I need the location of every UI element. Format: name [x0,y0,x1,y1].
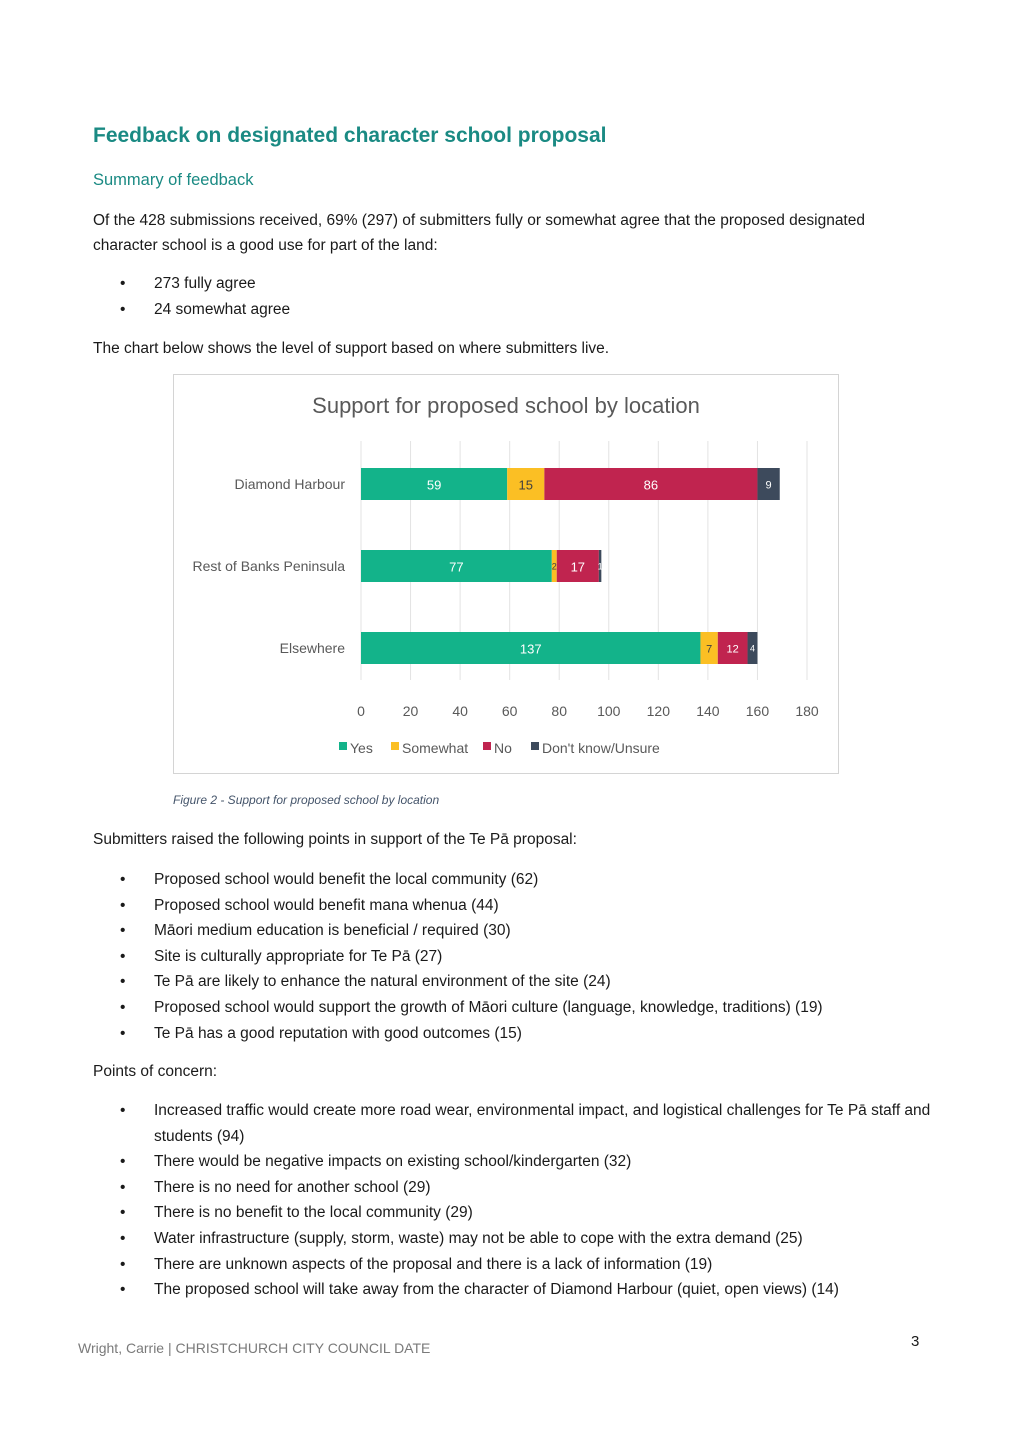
section-heading: Feedback on designated character school proposal [93,124,607,147]
list-item-text: Proposed school would benefit mana whenua (44) [154,896,499,914]
list-item-text: Māori medium education is beneficial / required (30) [154,922,511,940]
data-label: 2 [551,561,557,572]
x-tick-label: 80 [551,703,568,719]
data-label: 86 [643,477,659,493]
list-item-text: Proposed school would benefit the local community (62) [154,871,539,888]
figure-caption: Figure 2 - Support for proposed school by location [173,793,440,807]
list-item-text: There is no benefit to the local community (29) [154,1204,473,1222]
bullet-icon: • [120,973,126,991]
list-item [93,1252,933,1278]
bullet-icon: • [120,1229,126,1247]
bullet-icon: • [120,947,126,965]
legend-swatch [339,742,347,750]
x-tick-label: 40 [452,703,468,719]
list-item [93,1226,933,1252]
list-item-text: 273 fully agree [154,275,256,292]
list-item [93,893,933,919]
list-item [93,271,933,297]
list-item [93,1277,933,1303]
legend-swatch [391,742,399,750]
bullet-icon: • [120,1281,126,1299]
legend-label: No [494,740,512,756]
bullet-icon: • [120,1204,126,1222]
support-intro-paragraph: Submitters raised the following points in support of the Te Pā proposal: [93,831,577,848]
x-tick-label: 100 [597,703,621,719]
legend-label: Somewhat [402,740,469,756]
list-item-text: Te Pā has a good reputation with good outcomes (15) [154,1024,522,1042]
data-label: 7 [706,643,713,656]
bullet-icon: • [120,1178,126,1196]
bullet-icon: • [120,998,126,1016]
legend-swatch [483,742,491,750]
list-item-text: There is no need for another school (29) [154,1178,431,1196]
bullet-icon: • [120,1024,126,1042]
list-item [93,867,933,893]
bullet-icon: • [120,275,126,292]
stacked-bar-chart [174,375,838,773]
x-tick-label: 0 [357,703,365,719]
list-item [93,995,933,1021]
x-tick-label: 160 [745,703,770,719]
bullet-icon: • [120,922,126,940]
list-item [93,918,933,944]
bullet-icon: • [120,1153,126,1171]
category-label: Rest of Banks Peninsula [192,558,345,574]
list-item-text: 24 somewhat agree [154,300,291,318]
bullet-icon: • [120,1255,126,1273]
list-item [93,944,933,970]
bullet-icon: • [120,871,126,888]
list-item [93,1175,933,1201]
data-label: 9 [765,479,772,492]
legend-swatch [531,742,539,750]
list-item [93,969,933,995]
data-label: 59 [426,477,442,493]
bullet-icon: • [120,300,126,318]
data-label: 17 [570,559,586,575]
bullet-icon: • [120,896,126,914]
category-label: Diamond Harbour [234,476,345,492]
page-footer: Wright, Carrie | CHRISTCHURCH CITY COUNCIL DATE [78,1340,431,1356]
list-item-text: The proposed school will take away from the character of Diamond Harbour (quiet, open views) (14) [154,1281,839,1299]
bullet-icon: • [120,1102,126,1119]
x-tick-label: 60 [501,703,518,719]
list-item-text: Site is culturally appropriate for Te Pā (27) [154,947,443,965]
intro-paragraph: Of the 428 submissions received, 69% (297) of submitters fully or somewhat agree that the proposed designated character school is a good use for part of the land: [93,212,865,254]
list-item-text: Te Pā are likely to enhance the natural environment of the site (24) [154,973,611,991]
list-item [93,1149,933,1175]
page-number: 3 [911,1333,920,1350]
data-label: 77 [449,559,464,575]
section-subheading: Summary of feedback [93,171,254,189]
x-tick-label: 20 [402,703,419,719]
agree-list [93,271,933,322]
chart-intro-paragraph: The chart below shows the level of support based on where submitters live. [93,340,610,357]
legend-label: Don't know/Unsure [542,740,660,756]
list-item-text: Water infrastructure (supply, storm, waste) may not be able to cope with the extra demand (25) [154,1229,803,1247]
data-label: 15 [518,477,534,493]
list-item [93,1098,933,1149]
data-label: 1 [597,561,603,572]
list-item-text: There would be negative impacts on existing school/kindergarten (32) [154,1153,632,1171]
x-tick-label: 120 [646,703,671,719]
x-tick-label: 180 [795,703,819,719]
data-label: 12 [726,643,739,656]
support-points-list [93,867,933,1046]
legend-label: Yes [350,740,373,756]
list-item [93,1021,933,1047]
category-label: Elsewhere [279,640,345,656]
list-item-text: Increased traffic would create more road wear, environmental impact, and logistical challenges for Te Pā staff and students (94) [154,1102,931,1145]
list-item-text: There are unknown aspects of the proposal and there is a lack of information (19) [154,1255,713,1273]
chart-title: Support for proposed school by location [312,393,700,418]
concern-points-list [93,1098,933,1303]
data-label: 4 [749,643,755,654]
list-item [93,297,933,323]
concern-intro-paragraph: Points of concern: [93,1063,218,1080]
list-item [93,1200,933,1226]
chart-container [173,374,839,774]
x-tick-label: 140 [696,703,720,719]
list-item-text: Proposed school would support the growth of Māori culture (language, knowledge, traditions) (19) [154,998,823,1016]
data-label: 137 [519,641,542,657]
